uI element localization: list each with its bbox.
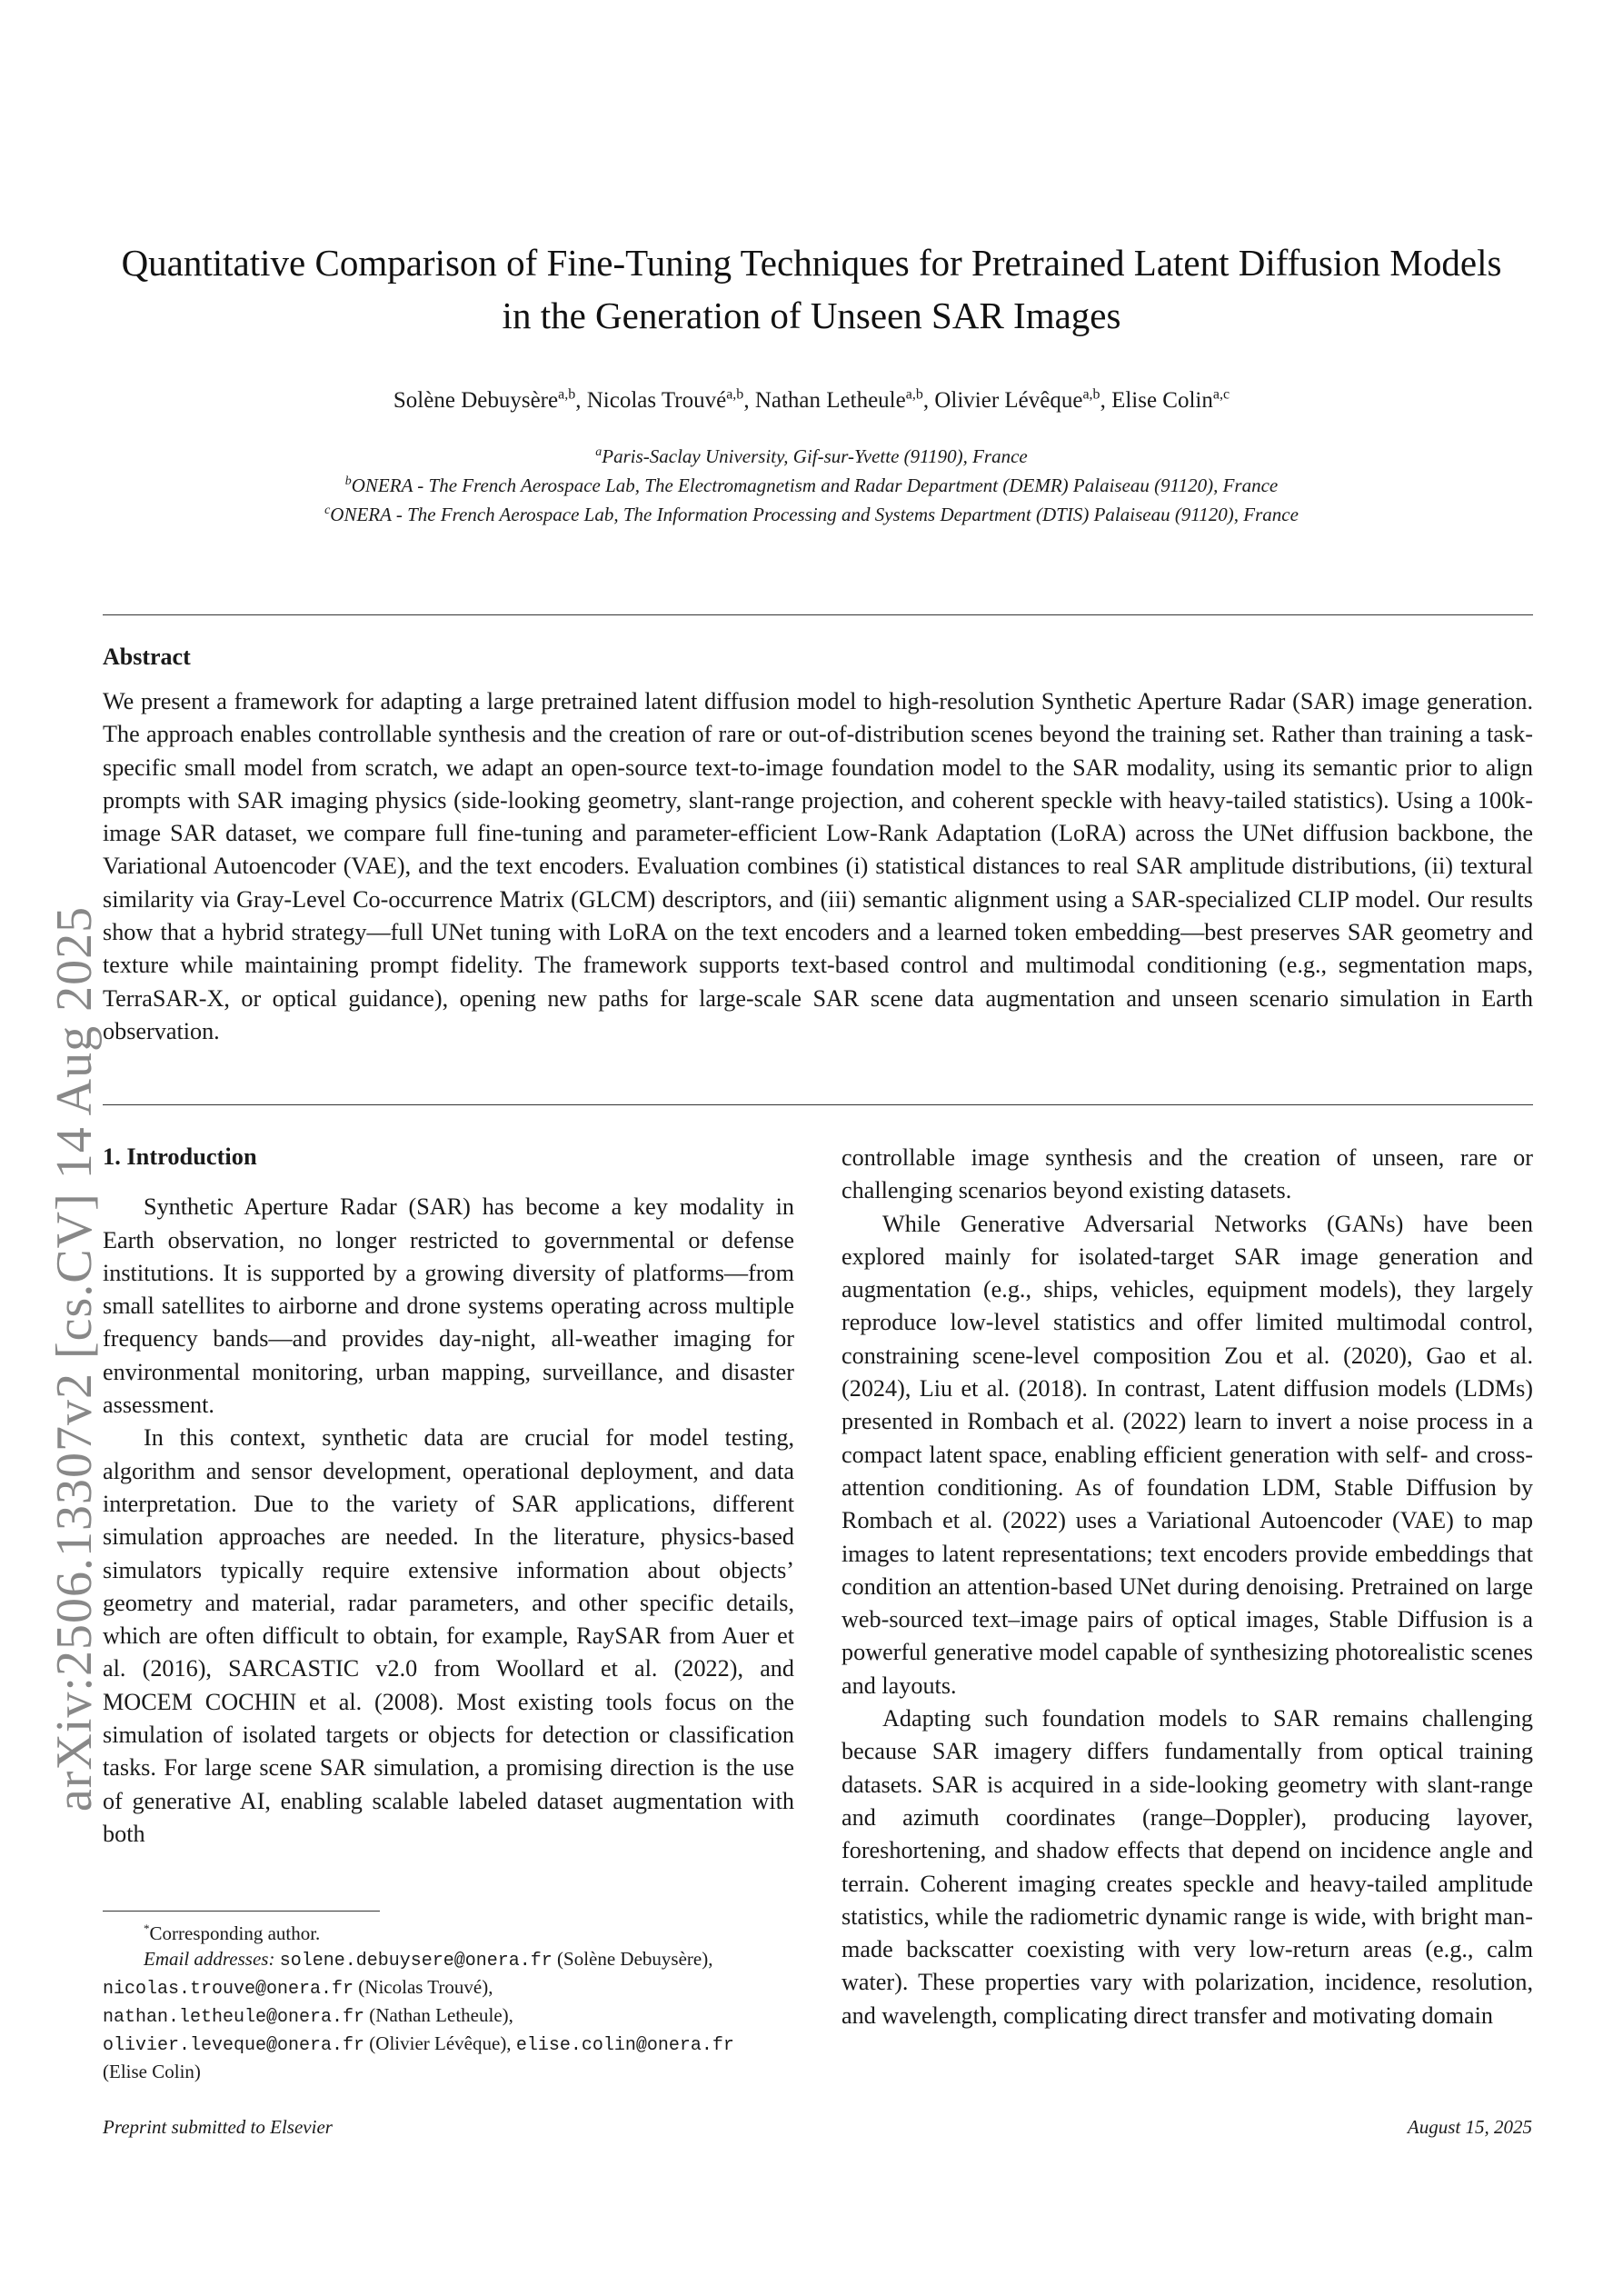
paragraph: Adapting such foundation models to SAR remains challenging because SAR imagery differs fundamentally from optical training datasets. SAR is acquired in a side-looking geometry with slant-range and azimuth coordinates (range–Doppler), producing layover, foreshortening, and shadow effects that depend on incidence angle and terrain. Coherent imaging creates speckle and heavy-tailed amplitude statistics, while the radiometric dynamic range is wide, with bright man-made backscatter coexisting with very low-return areas (e.g., calm water). These properties vary with polarization, incidence, resolution, and wavelength, complicating direct transfer and motivating domain [841,1705,1533,2029]
author: Nathan Letheule$^{a,b}$, [754,387,935,414]
email-line: Email addresses: solene.debuysere@onera.fr (Solène Debuysère), [144,1948,713,1972]
email-link[interactable]: nicolas.trouve@onera.fr [103,1979,354,2000]
author: Olivier Lévêque$^{a,b}$, [934,387,1112,414]
footnotes [103,1916,794,2084]
abstract-bottom-rule [103,1104,1533,1105]
email-link[interactable]: solene.debuysere@onera.fr [279,1951,553,1972]
paragraph: While Generative Adversarial Networks (GANs) have been explored mainly for isolated-target SAR image generation and augmentation (e.g., ships, vehicles, equipment models), they largely reproduce low-level statistics and offer limited multimodal control, constraining scene-level composition Zou et al. (2020), Gao et al. (2024), Liu et al. (2018). In contrast, Latent diffusion models (LDMs) presented in Rombach et al. (2022) learn to invert a noise process in a compact latent space, enabling efficient generation with self- and cross-attention conditioning. As of foundation LDM, Stable Diffusion by Rombach et al. (2022) uses a Variational Autoencoder (VAE) to map images to latent representations; text encoders provide embeddings that condition an attention-based UNet during denoising. Pretrained on large web-sourced text–image pairs of optical images, Stable Diffusion is a powerful generative model capable of synthesizing photorealistic scenes and layouts. [841,1210,1533,1699]
email-line: olivier.leveque@onera.fr (Olivier Lévêque), elise.colin@onera.fr [103,2032,734,2056]
author: Solène Debuysère$^{a,b}$, [393,387,587,414]
paper-title [91,236,1532,342]
paragraph: In this context, synthetic data are crucial for model testing, algorithm and sensor development, operational deployment, and data interpretation. Due to the variety of SAR applications, different simulation approaches are needed. In the literature, physics-based simulators typically require extensive information about objects’ geometry and material, radar parameters, and other specific details, which are often difficult to obtain, for example, RaySAR from Auer et al. (2016), SARCASTIC v2.0 from Woollard et al. (2022), and MOCEM COCHIN et al. (2008). Most existing tools focus on the simulation of isolated targets or objects for detection or classification tasks. For large scene SAR simulation, a promising direction is the use of generative AI, enabling scalable labeled dataset augmentation with both [103,1424,794,1847]
footer-date: August 15, 2025 [1407,2116,1532,2138]
left-column [103,1140,794,1851]
paragraph: Synthetic Aperture Radar (SAR) has become a key modality in Earth observation, no longer restricted to governmental or defense institutions. It is supported by a growing diversity of platforms—from small satellites to airborne and drone systems operating across multiple frequency bands—and provides day-night, all-weather imaging for environmental monitoring, urban mapping, surveillance, and disaster assessment. [103,1193,794,1419]
corresponding-author-note: *Corresponding author. [144,1922,321,1944]
email-link[interactable]: nathan.letheule@onera.fr [103,2007,365,2028]
footnote-rule [103,1911,380,1912]
author-list [91,380,1532,416]
abstract-heading: Abstract [103,644,191,670]
email-link[interactable]: elise.colin@onera.fr [515,2035,734,2056]
email-line: (Elise Colin) [103,2061,201,2082]
email-line: nathan.letheule@onera.fr (Nathan Letheule), [103,2004,513,2028]
author: Elise Colin$^{a,c}$ [1111,387,1230,414]
email-link[interactable]: olivier.leveque@onera.fr [103,2035,365,2056]
title-line-2: in the Generation of Unseen SAR Images [502,294,1121,336]
affiliation: $^c$ONERA - The French Aerospace Lab, The Information Processing and Systems Department (DTIS) Palaiseau (91120), France [324,504,1299,525]
paragraph: controllable image synthesis and the creation of unseen, rare or challenging scenarios beyond existing datasets. [841,1144,1533,1204]
arxiv-stamp: arXiv:2506.13307v2 [cs.CV] 14 Aug 2025 [46,905,103,1812]
title-line-1: Quantitative Comparison of Fine-Tuning Techniques for Pretrained Latent Diffusion Models [121,242,1502,284]
footer-journal: Preprint submitted to Elsevier [103,2116,333,2138]
affiliation-list [91,440,1532,527]
affiliation: $^b$ONERA - The French Aerospace Lab, The Electromagnetism and Radar Department (DEMR) Palaiseau (91120), France [344,474,1279,496]
section-heading-introduction: 1. Introduction [103,1143,257,1170]
email-line: nicolas.trouve@onera.fr (Nicolas Trouvé), [103,1976,493,2000]
author: Nicolas Trouvé$^{a,b}$, [586,387,755,414]
right-column [841,1142,1533,2032]
abstract-top-rule [103,614,1533,615]
abstract-text: We present a framework for adapting a large pretrained latent diffusion model to high-resolution Synthetic Aperture Radar (SAR) image generation. The approach enables controllable synthesis and the creation of rare or out-of-distribution scenes beyond the training set. Rather than training a task-specific small model from scratch, we adapt an open-source text-to-image foundation model to the SAR modality, using its semantic prior to align prompts with SAR imaging physics (side-looking geometry, slant-range projection, and coherent speckle with heavy-tailed statistics). Using a 100k-image SAR dataset, we compare full fine-tuning and parameter-efficient Low-Rank Adaptation (LoRA) across the UNet diffusion backbone, the Variational Autoencoder (VAE), and the text encoders. Evaluation combines (i) statistical distances to real SAR amplitude distributions, (ii) textural similarity via Gray-Level Co-occurrence Matrix (GLCM) descriptors, and (iii) semantic alignment using a SAR-specialized CLIP model. Our results show that a hybrid strategy—full UNet tuning with LoRA on the text encoders and a learned token embedding—best preserves SAR geometry and texture while maintaining prompt fidelity. The framework supports text-based control and multimodal conditioning (e.g., segmentation maps, TerraSAR-X, or optical guidance), opening new paths for large-scale SAR scene data augmentation and unseen scenario simulation in Earth observation. [103,688,1533,1044]
affiliation: $^a$Paris-Saclay University, Gif-sur-Yvette (91190), France [595,445,1028,467]
